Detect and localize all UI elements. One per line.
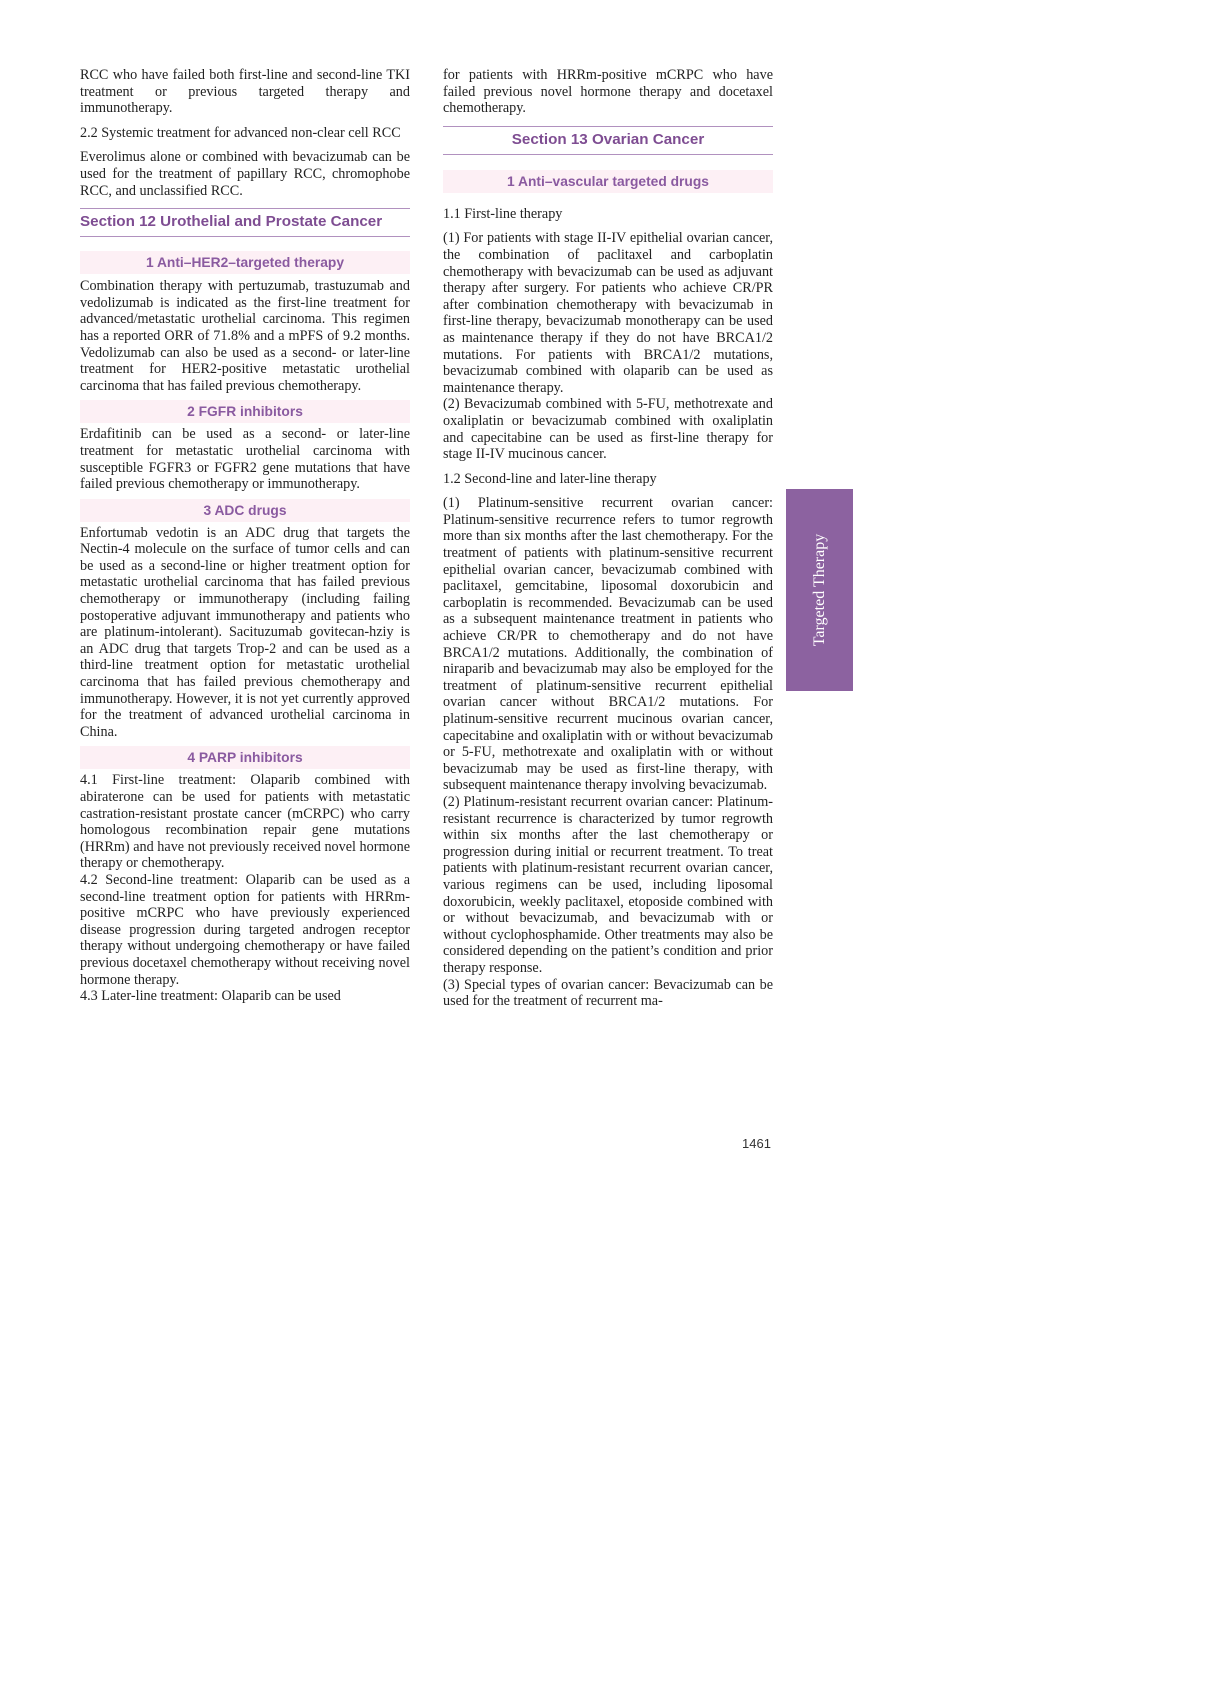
left-column [80, 67, 410, 1005]
paragraph: (1) For patients with stage II-IV epithelial ovarian cancer, the combination of paclitaxel and carboplatin chemotherapy with bevacizumab can be used as adjuvant therapy after surgery. For patients who achieve CR/PR after combination chemotherapy with bevacizumab in first-line therapy, bevacizumab monotherapy can be used as maintenance therapy if they do not have BRCA1/2 mutations. For patients with BRCA1/2 mutations, bevacizumab combined with olaparib can be used as maintenance therapy. [443, 230, 773, 396]
paragraph: Erdafitinib can be used as a second- or later-line treatment for metastatic urothelial carcinoma with susceptible FGFR3 or FGFR2 gene mutations that have failed previous chemotherapy or immunotherapy. [80, 426, 410, 493]
paragraph: 4.2 Second-line treatment: Olaparib can be used as a second-line treatment option for patients with HRRm-positive mCRPC who have previously experienced disease progression during targeted androgen receptor therapy without undergoing chemotherapy or have failed previous docetaxel chemotherapy without receiving novel hormone therapy. [80, 871, 410, 988]
subsection-title: 1 Anti–HER2–targeted therapy [80, 251, 410, 274]
subsection-title: 2 FGFR inhibitors [80, 400, 410, 423]
paragraph: 4.1 First-line treatment: Olaparib combined with abiraterone can be used for patients with metastatic castration-resistant prostate cancer (mCRPC) who carry homologous recombination repair gene mutations (HRRm) and have not previously received novel hormone therapy or chemotherapy. [80, 772, 410, 872]
subsection-heading: 1.2 Second-line and later-line therapy [443, 470, 657, 487]
paragraph: Enfortumab vedotin is an ADC drug that targets the Nectin-4 molecule on the surface of tumor cells and can be used as a second-line or higher treatment option for metastatic urothelial carcinoma that has failed previous chemotherapy or immunotherapy (including failing postoperative adjuvant immunotherapy and patients who are platinum-intolerant). Sacituzumab govitecan-hziy is an ADC drug that targets Trop-2 and can be used as a third-line treatment option for metastatic urothelial carcinoma that has failed previous chemotherapy and immunotherapy. However, it is not yet currently approved for the treatment of advanced urothelial carcinoma in China. [80, 524, 410, 740]
side-tab [786, 489, 853, 691]
subsection-heading: 2.2 Systemic treatment for advanced non-clear cell RCC [80, 124, 401, 141]
paragraph: Combination therapy with pertuzumab, trastuzumab and vedolizumab is indicated as the first-line treatment for advanced/metastatic urothelial carcinoma. This regimen has a reported ORR of 71.8% and a mPFS of 9.2 months. Vedolizumab can also be used as a second- or later-line treatment for HER2-positive metastatic urothelial carcinoma that has failed previous chemotherapy. [80, 278, 410, 394]
subsection-heading: 1.1 First-line therapy [443, 205, 563, 222]
paragraph: (2) Bevacizumab combined with 5-FU, methotrexate and oxaliplatin or bevacizumab combined with oxaliplatin and capecitabine can be used as first-line therapy for stage II-IV mucinous cancer. [443, 396, 773, 463]
paragraph: (3) Special types of ovarian cancer: Bevacizumab can be used for the treatment of recurrent ma- [443, 976, 773, 1010]
paragraph: RCC who have failed both first-line and second-line TKI treatment or previous targeted therapy and immunotherapy. [80, 67, 410, 117]
section-title: Section 12 Urothelial and Prostate Cancer [80, 208, 410, 237]
section-title: Section 13 Ovarian Cancer [443, 126, 773, 155]
paragraph: Everolimus alone or combined with bevacizumab can be used for the treatment of papillary RCC, chromophobe RCC, and unclassified RCC. [80, 149, 410, 199]
subsection-title: 3 ADC drugs [80, 499, 410, 522]
side-tab-label: Targeted Therapy [810, 533, 828, 647]
subsection-title: 1 Anti–vascular targeted drugs [443, 170, 773, 193]
right-column [443, 67, 773, 1010]
paragraph: (2) Platinum-resistant recurrent ovarian cancer: Platinum-resistant recurrence is characterized by tumor regrowth within six months after the last chemotherapy or progression during initial or recurrent treatment. To treat patients with platinum-resistant recurrent ovarian cancer, various regimens can be used, including liposomal doxorubicin, weekly paclitaxel, etoposide combined with or without bevacizumab, and bevacizumab with or without cyclophosphamide. Other treatments may also be considered depending on the patient’s condition and prior therapy response. [443, 793, 773, 976]
paragraph: 4.3 Later-line treatment: Olaparib can be used [80, 988, 341, 1005]
page-number: 1461 [742, 1136, 771, 1151]
paragraph: (1) Platinum-sensitive recurrent ovarian cancer: Platinum-sensitive recurrence refers to tumor regrowth more than six months after the last chemotherapy. For the treatment of patients with platinum-sensitive recurrent epithelial ovarian cancer, bevacizumab combined with paclitaxel, gemcitabine, liposomal doxorubicin and carboplatin is recommended. Bevacizumab can be used as a subsequent maintenance treatment in patients who achieve CR/PR to chemotherapy and do not have BRCA1/2 mutations. Additionally, the combination of niraparib and bevacizumab may also be employed for the treatment of platinum-sensitive recurrent epithelial ovarian cancer without BRCA1/2 mutations. For platinum-sensitive recurrent mucinous ovarian cancer, capecitabine and oxaliplatin with or without bevacizumab or 5-FU, methotrexate and oxaliplatin with or without bevacizumab may be used as first-line therapy, with subsequent maintenance therapy involving bevacizumab. [443, 495, 773, 794]
subsection-title: 4 PARP inhibitors [80, 746, 410, 769]
paragraph: for patients with HRRm-positive mCRPC who have failed previous novel hormone therapy and docetaxel chemotherapy. [443, 67, 773, 117]
